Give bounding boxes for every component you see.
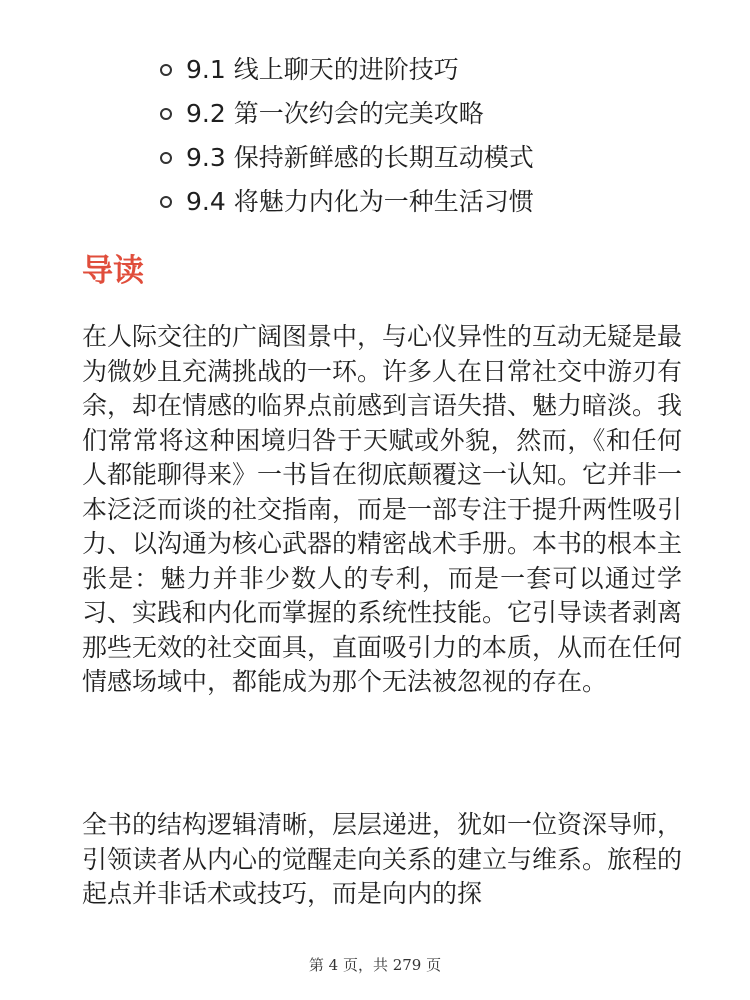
- toc-item-9-1: [160, 48, 534, 92]
- hollow-circle-bullet-icon: [160, 152, 172, 164]
- table-of-contents-list: [160, 48, 534, 224]
- hollow-circle-bullet-icon: [160, 108, 172, 120]
- body-paragraph: 在人际交往的广阔图景中，与心仪异性的互动无疑是最为微妙且充满挑战的一环。许多人在日常社交中游刃有余，却在情感的临界点前感到言语失措、魅力暗淡。我们常常将这种困境归咎于天赋或外貌，然而，《和任何人都能聊得来》一书旨在彻底颠覆这一认知。它并非一本泛泛而谈的社交指南，而是一部专注于提升两性吸引力、以沟通为核心武器的精密战术手册。本书的根本主张是：魅力并非少数人的专利，而是一套可以通过学习、实践和内化而掌握的系统性技能。它引导读者剥离那些无效的社交面具，直面吸引力的本质，从而在任何情感场域中，都能成为那个无法被忽视的存在。: [82, 322, 683, 696]
- toc-item-label: 9.2 第一次约会的完美攻略: [186, 99, 484, 128]
- toc-item-label: 9.4 将魅力内化为一种生活习惯: [186, 187, 534, 216]
- body-paragraph: 全书的结构逻辑清晰，层层递进，犹如一位资深导师，引领读者从内心的觉醒走向关系的建立与维系。旅程的起点并非话术或技巧，而是向内的探: [82, 810, 683, 908]
- toc-item-9-2: [160, 92, 534, 136]
- toc-item-9-3: [160, 136, 534, 180]
- toc-item-label: 9.1 线上聊天的进阶技巧: [186, 55, 459, 84]
- toc-item-9-4: [160, 180, 534, 224]
- page-number-footer: 第 4 页，共 279 页: [308, 956, 442, 974]
- hollow-circle-bullet-icon: [160, 64, 172, 76]
- hollow-circle-bullet-icon: [160, 196, 172, 208]
- toc-item-label: 9.3 保持新鲜感的长期互动模式: [186, 143, 534, 172]
- section-heading: 导读: [82, 253, 144, 289]
